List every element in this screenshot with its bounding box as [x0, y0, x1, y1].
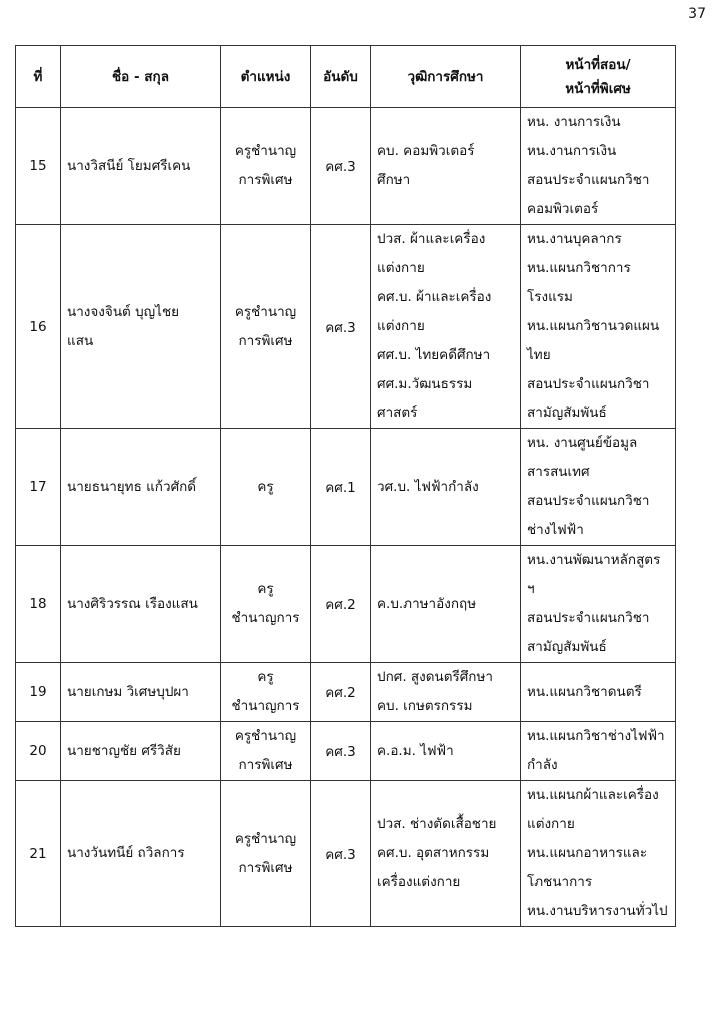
education-line: คบ. เกษตรกรรม	[377, 698, 473, 714]
duties-line: โภชนาการ	[527, 874, 593, 890]
header-duties	[521, 46, 676, 108]
cell-position	[221, 722, 311, 781]
duties-line: ฯ	[527, 581, 535, 597]
education-line: เครื่องแต่งกาย	[377, 874, 461, 890]
position-line: การพิเศษ	[238, 172, 293, 188]
duties-line: คอมพิวเตอร์	[527, 201, 599, 217]
education-line: ศึกษา	[377, 172, 411, 188]
position-line: การพิเศษ	[238, 332, 293, 349]
table-row	[16, 429, 676, 546]
duties-line: หน.แผนกผ้าและเครื่อง	[527, 787, 659, 803]
education-line: แต่งกาย	[377, 318, 425, 334]
cell-no: 17	[16, 429, 61, 546]
cell-education	[371, 225, 521, 429]
duties-line: หน.งานพัฒนาหลักสูตร	[527, 552, 661, 568]
duties-line: หน.แผนกวิชานวดแผน	[527, 318, 660, 334]
header-duties-line1: หน้าที่สอน/	[565, 56, 631, 73]
education-line: ศาสตร์	[377, 405, 418, 421]
cell-name	[61, 546, 221, 663]
duties-line: กำลัง	[527, 757, 558, 773]
cell-rank: คศ.2	[311, 546, 371, 663]
position-line: ครูชำนาญ	[234, 303, 297, 320]
table-row	[16, 722, 676, 781]
education-line: ค.อ.ม. ไฟฟ้า	[377, 742, 454, 759]
cell-rank: คศ.1	[311, 429, 371, 546]
position-line: ครูชำนาญ	[234, 728, 297, 744]
cell-position	[221, 546, 311, 663]
page-number: 37	[688, 6, 706, 22]
education-line: วศ.บ. ไฟฟ้ากำลัง	[377, 478, 479, 495]
cell-name	[61, 108, 221, 225]
duties-line: หน.แผนกวิชาการ	[527, 260, 631, 276]
cell-position	[221, 429, 311, 546]
name-line: นางวันทนีย์ ถวิลการ	[67, 845, 185, 861]
education-line: ศศ.ม.วัฒนธรรม	[377, 376, 473, 392]
name-line: นางวิสนีย์ โยมศรีเคน	[67, 157, 191, 174]
cell-no: 15	[16, 108, 61, 225]
duties-line: สามัญสัมพันธ์	[527, 639, 607, 655]
education-line: ศศ.บ. ไทยคดีศึกษา	[377, 347, 491, 363]
cell-position	[221, 781, 311, 927]
cell-no: 16	[16, 225, 61, 429]
duties-line: หน.แผนกวิชาดนตรี	[527, 683, 642, 700]
duties-line: แต่งกาย	[527, 816, 575, 832]
staff-table	[15, 45, 676, 927]
name-line: นายธนายุทธ แก้วศักดิ์	[67, 478, 197, 495]
cell-rank: คศ.3	[311, 108, 371, 225]
education-line: คศ.บ. อุตสาหกรรม	[377, 845, 490, 861]
duties-line: ช่างไฟฟ้า	[527, 522, 584, 538]
cell-rank: คศ.2	[311, 663, 371, 722]
cell-name	[61, 781, 221, 927]
cell-education	[371, 108, 521, 225]
table-row	[16, 225, 676, 429]
education-line: ปวส. ผ้าและเครื่อง	[377, 231, 486, 247]
cell-duties	[521, 781, 676, 927]
position-line: ครู	[257, 581, 274, 597]
name-line: นายเกษม วิเศษบุปผา	[67, 683, 189, 700]
cell-no: 20	[16, 722, 61, 781]
duties-line: หน.งานบริหารงานทั่วไป	[527, 903, 668, 919]
education-line: ปวส. ช่างตัดเสื้อชาย	[377, 816, 497, 832]
cell-duties	[521, 546, 676, 663]
duties-line: สามัญสัมพันธ์	[527, 405, 607, 421]
education-line: ปกศ. สูงดนตรีศึกษา	[377, 669, 493, 685]
table-row	[16, 781, 676, 927]
duties-line: หน. งานการเงิน	[527, 114, 621, 130]
header-no: ที่	[16, 46, 61, 108]
header-position: ตำแหน่ง	[221, 46, 311, 108]
cell-rank: คศ.3	[311, 781, 371, 927]
cell-duties	[521, 225, 676, 429]
name-line: นางจงจินต์ บุญไชย	[67, 303, 180, 320]
cell-rank: คศ.3	[311, 722, 371, 781]
duties-line: สอนประจำแผนกวิชา	[527, 610, 650, 626]
duties-line: สารสนเทศ	[527, 464, 590, 480]
education-line: แต่งกาย	[377, 260, 425, 276]
name-line: แสน	[67, 332, 94, 349]
duties-line: หน. งานศูนย์ข้อมูล	[527, 435, 638, 451]
table-row	[16, 546, 676, 663]
duties-line: สอนประจำแผนกวิชา	[527, 376, 650, 392]
duties-line: หน.แผนกอาหารและ	[527, 845, 648, 861]
cell-duties	[521, 663, 676, 722]
duties-line: สอนประจำแผนกวิชา	[527, 493, 650, 509]
duties-line: ไทย	[527, 347, 551, 363]
cell-duties	[521, 722, 676, 781]
cell-name	[61, 663, 221, 722]
position-line: ครูชำนาญ	[234, 143, 297, 159]
cell-no: 21	[16, 781, 61, 927]
cell-rank: คศ.3	[311, 225, 371, 429]
cell-name	[61, 722, 221, 781]
position-line: ครู	[257, 478, 274, 495]
duties-line: หน.งานการเงิน	[527, 143, 617, 159]
cell-education	[371, 663, 521, 722]
name-line: นายชาญชัย ศรีวิสัย	[67, 742, 181, 759]
cell-no: 19	[16, 663, 61, 722]
position-line: ครู	[257, 669, 274, 685]
header-education: วุฒิการศึกษา	[371, 46, 521, 108]
duties-line: โรงแรม	[527, 289, 573, 305]
cell-education	[371, 546, 521, 663]
education-line: คบ. คอมพิวเตอร์	[377, 143, 475, 159]
position-line: ชำนาญการ	[231, 698, 300, 714]
position-line: การพิเศษ	[238, 757, 293, 773]
header-name: ชื่อ - สกุล	[61, 46, 221, 108]
cell-education	[371, 781, 521, 927]
cell-education	[371, 722, 521, 781]
position-line: ชำนาญการ	[231, 610, 300, 626]
cell-duties	[521, 429, 676, 546]
cell-position	[221, 663, 311, 722]
education-line: ค.บ.ภาษาอังกฤษ	[377, 595, 477, 612]
duties-line: สอนประจำแผนกวิชา	[527, 172, 650, 188]
cell-name	[61, 225, 221, 429]
position-line: การพิเศษ	[238, 859, 293, 876]
header-rank: อันดับ	[311, 46, 371, 108]
header-duties-line2: หน้าที่พิเศษ	[565, 80, 631, 97]
position-line: ครูชำนาญ	[234, 830, 297, 847]
cell-no: 18	[16, 546, 61, 663]
duties-line: หน.งานบุคลากร	[527, 231, 622, 247]
table-row	[16, 108, 676, 225]
cell-duties	[521, 108, 676, 225]
name-line: นางศิริวรรณ เรืองแสน	[67, 595, 198, 612]
duties-line: หน.แผนกวิชาช่างไฟฟ้า	[527, 728, 665, 744]
cell-position	[221, 225, 311, 429]
education-line: คศ.บ. ผ้าและเครื่อง	[377, 289, 492, 305]
cell-education	[371, 429, 521, 546]
cell-name	[61, 429, 221, 546]
table-header-row	[16, 46, 676, 108]
table-row	[16, 663, 676, 722]
cell-position	[221, 108, 311, 225]
